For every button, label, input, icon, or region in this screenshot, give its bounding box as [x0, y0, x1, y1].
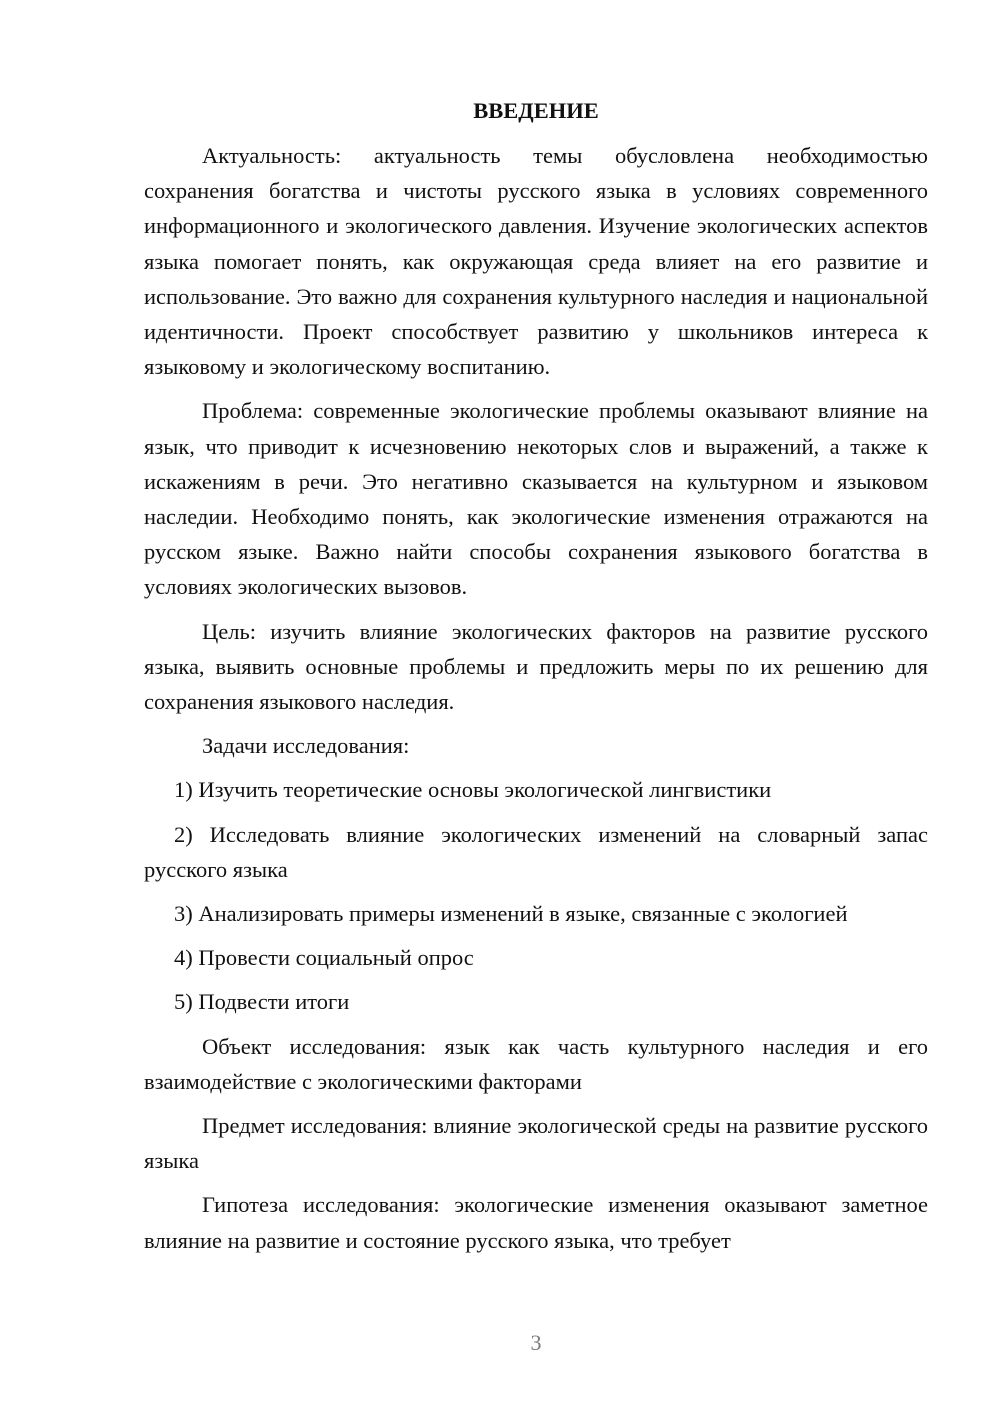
page-content — [144, 94, 928, 1267]
object-paragraph: Объект исследования: язык как часть культурного наследия и его взаимодействие с экологическими факторами — [144, 1033, 928, 1094]
task-item-2: 2) Исследовать влияние экологических изменений на словарный запас русского языка — [144, 821, 928, 882]
task-item-1: 1) Изучить теоретические основы экологической лингвистики — [174, 777, 772, 803]
task-item-5: 5) Подвести итоги — [174, 989, 350, 1015]
hypothesis-paragraph: Гипотеза исследования: экологические изменения оказывают заметное влияние на развитие и состояние русского языка, что требует — [144, 1192, 928, 1253]
task-item-3: 3) Анализировать примеры изменений в языке, связанные с экологией — [174, 901, 848, 927]
goal-paragraph: Цель: изучить влияние экологических факторов на развитие русского языка, выявить основные проблемы и предложить меры по их решению для сохранения языкового наследия. — [144, 618, 928, 715]
relevance-paragraph: Актуальность: актуальность темы обусловлена необходимостью сохранения богатства и чистоты русского языка в условиях современного информационного и экологического давления. Изучение экологических аспектов языка помогает понять, как окружающая среда влияет на его развитие и использование. Это важно для сохранения культурного наследия и национальной идентичности. Проект способствует развитию у школьников интереса к языковому и экологическому воспитанию. — [144, 143, 928, 380]
task-item-4: 4) Провести социальный опрос — [174, 945, 474, 971]
tasks-heading: Задачи исследования: — [202, 733, 410, 759]
section-title: ВВЕДЕНИЕ — [473, 98, 599, 123]
page-number: 3 — [530, 1330, 542, 1355]
subject-paragraph: Предмет исследования: влияние экологической среды на развитие русского языка — [144, 1113, 928, 1174]
problem-paragraph: Проблема: современные экологические проблемы оказывают влияние на язык, что приводит к исчезновению некоторых слов и выражений, а также к искажениям в речи. Это негативно сказывается на культурном и языковом наследии. Необходимо понять, как экологические изменения отражаются на русском языке. Важно найти способы сохранения языкового богатства в условиях экологических вызовов. — [144, 398, 928, 600]
